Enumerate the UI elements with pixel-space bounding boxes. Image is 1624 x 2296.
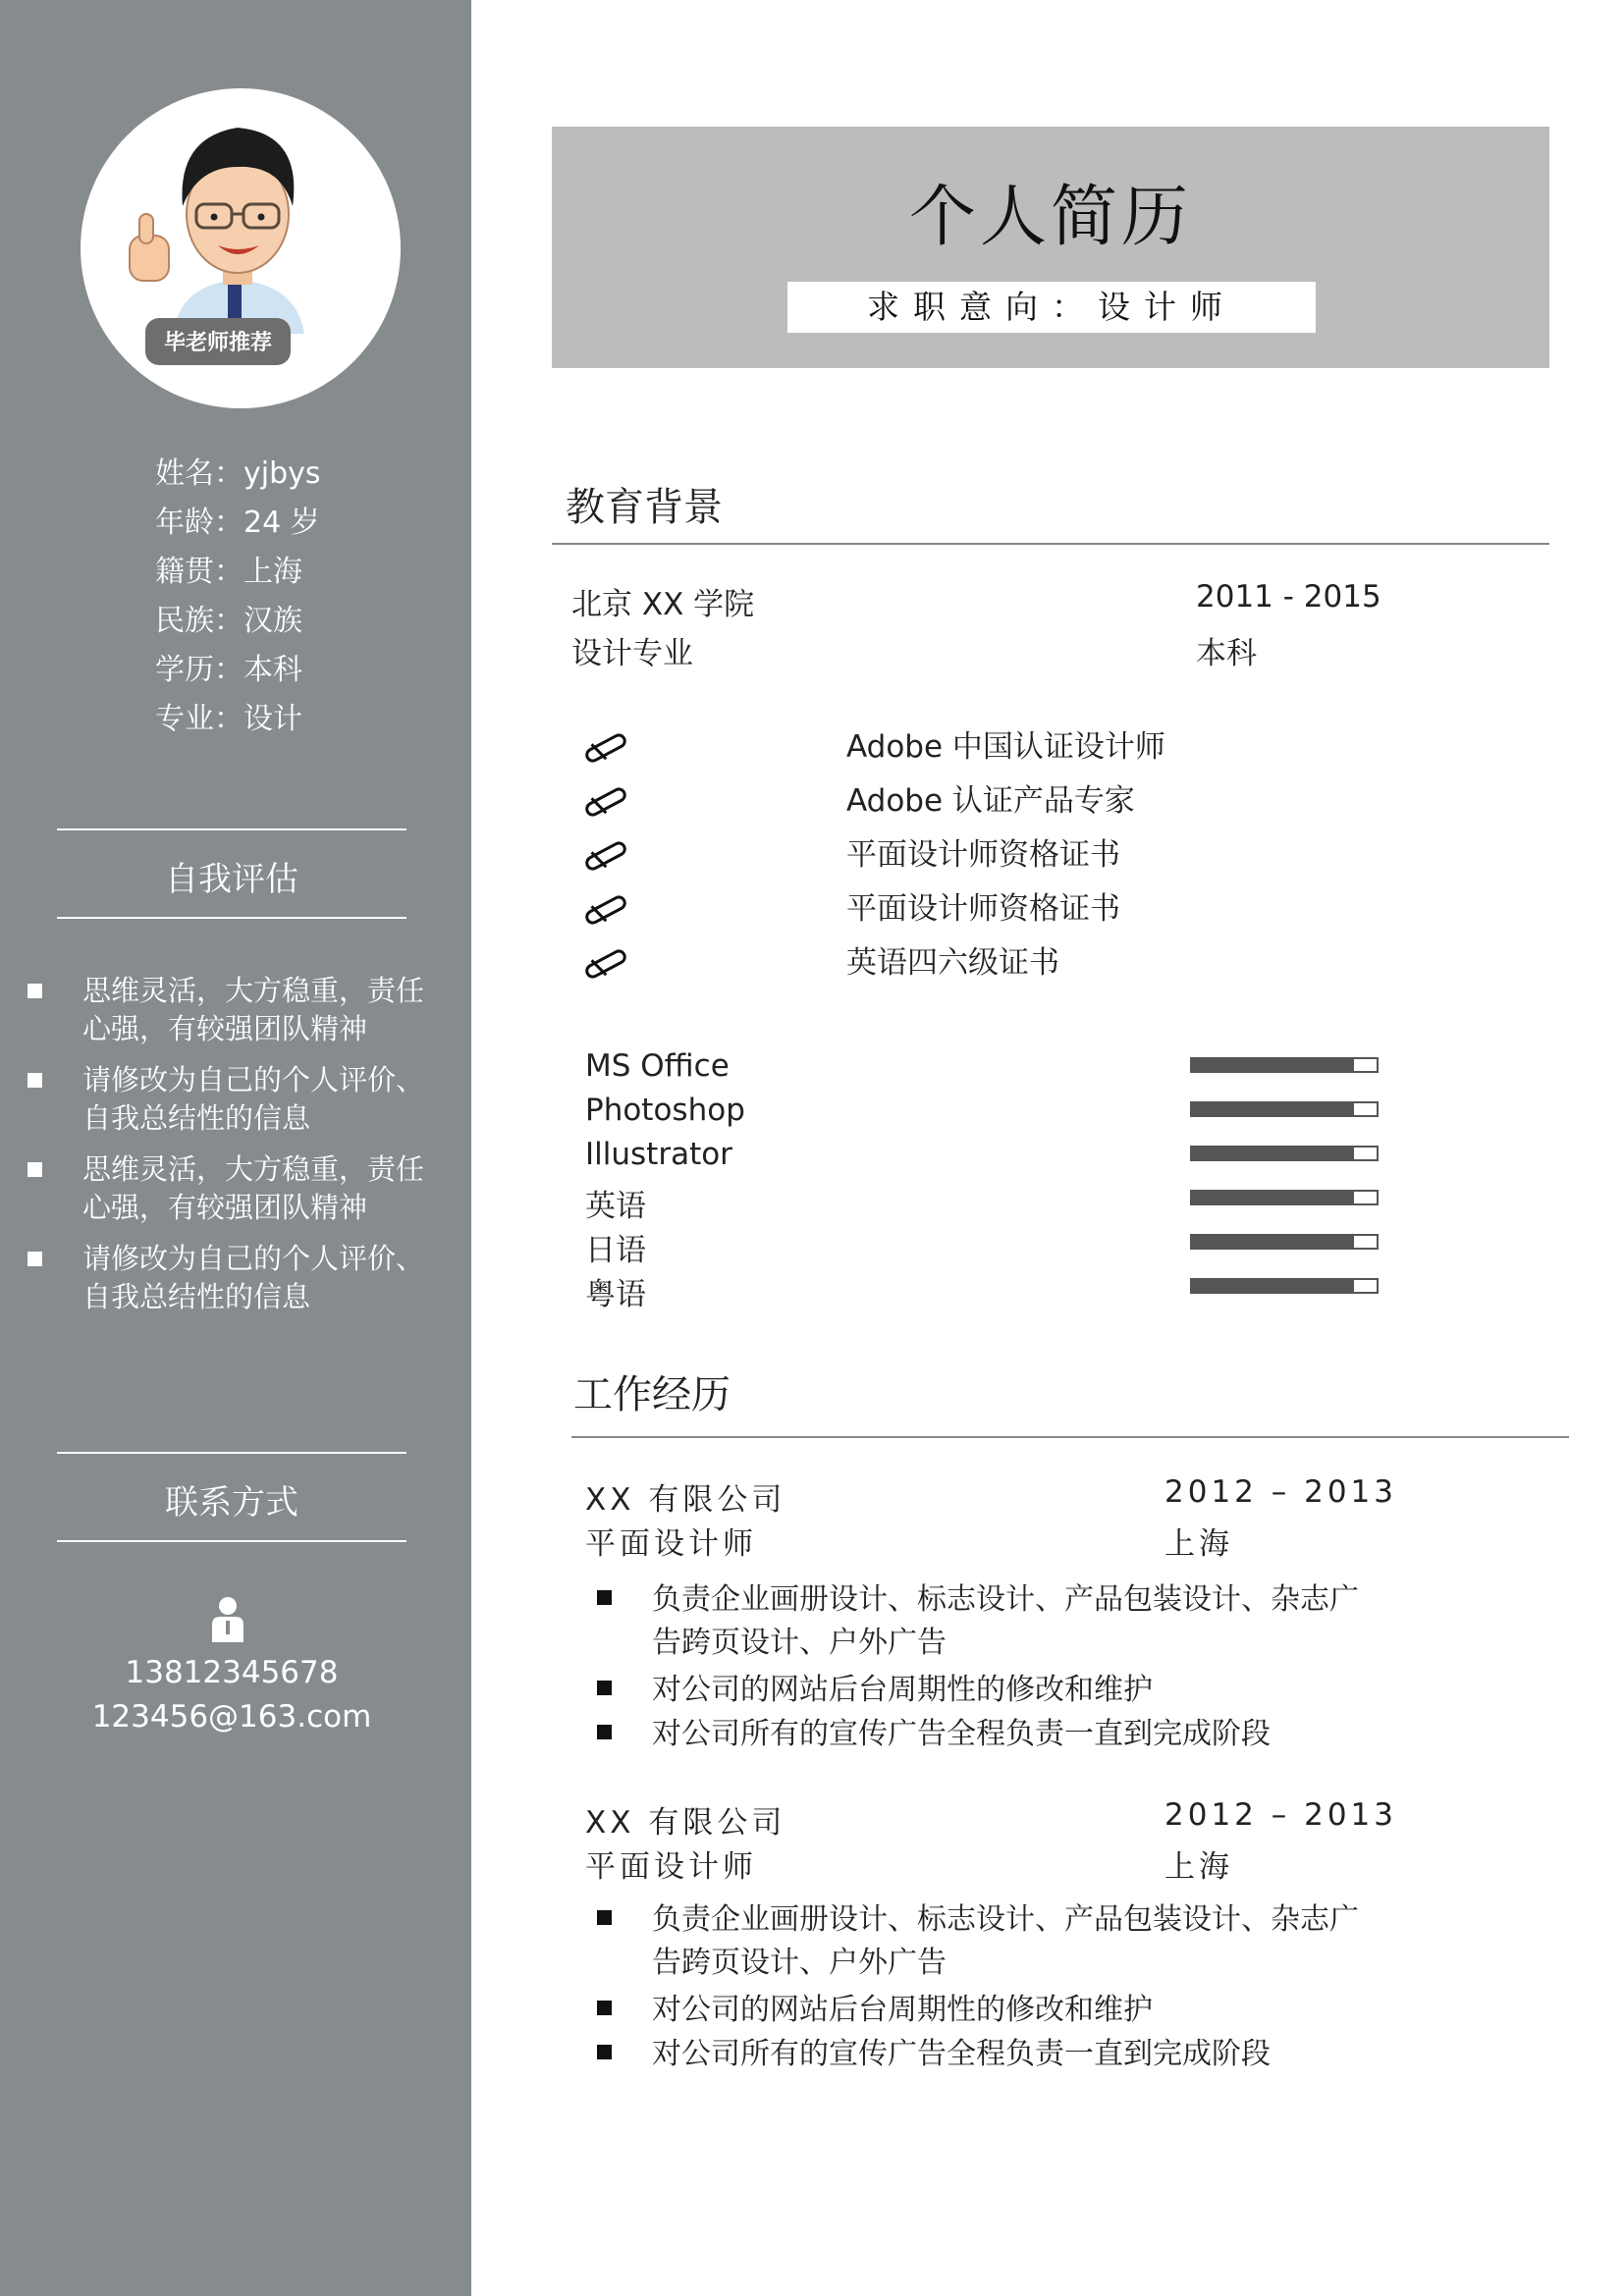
self-eval-text: 请修改为自己的个人评价、自我总结性的信息 (82, 1242, 425, 1313)
square-bullet-icon (597, 2001, 612, 2015)
certificate-item: 平面设计师资格证书 (846, 837, 1120, 873)
job-intent: 求职意向：设计师 (787, 282, 1316, 333)
skill-level-bar (1190, 1146, 1379, 1161)
self-eval-text: 请修改为自己的个人评价、自我总结性的信息 (82, 1063, 425, 1135)
duty-text: 负责企业画册设计、标志设计、产品包装设计、杂志广告跨页设计、户外广告 (652, 1902, 1359, 1980)
square-bullet-icon (27, 1252, 42, 1266)
education-years: 2011 - 2015 (1196, 579, 1381, 614)
diploma-icon (579, 890, 632, 930)
skill-name: 英语 (585, 1189, 646, 1224)
divider (57, 1452, 406, 1454)
major: 设计专业 (571, 636, 693, 671)
square-bullet-icon (597, 1725, 612, 1739)
skill-name: Illustrator (585, 1137, 732, 1172)
contact-heading: 联系方式 (165, 1483, 298, 1522)
skill-level-fill (1192, 1192, 1354, 1203)
square-bullet-icon (597, 2045, 612, 2059)
diploma-icon (579, 782, 632, 822)
degree: 本科 (1196, 636, 1257, 671)
duty-text: 负责企业画册设计、标志设计、产品包装设计、杂志广告跨页设计、户外广告 (652, 1582, 1359, 1660)
sidebar (0, 0, 471, 2296)
cartoon-teacher-illustration (81, 88, 401, 408)
avatar-badge-text: 毕老师推荐 (163, 331, 273, 355)
skill-level-bar (1190, 1101, 1379, 1117)
skill-level-fill (1192, 1059, 1354, 1071)
school-name: 北京 XX 学院 (571, 587, 755, 622)
divider (57, 1540, 406, 1542)
square-bullet-icon (27, 1073, 42, 1088)
self-eval-heading: 自我评估 (165, 860, 298, 899)
info-name: 姓名：yjbys (155, 456, 321, 491)
self-eval-text: 思维灵活，大方稳重，责任心强，有较强团队精神 (82, 1152, 425, 1224)
info-age: 年龄：24 岁 (155, 506, 320, 540)
diploma-icon (579, 944, 632, 984)
avatar (81, 88, 401, 408)
job-position: 平面设计师 (585, 1526, 757, 1562)
diploma-icon (579, 836, 632, 876)
skill-level-fill (1192, 1280, 1354, 1292)
square-bullet-icon (597, 1910, 612, 1925)
duty-text: 对公司所有的宣传广告全程负责一直到完成阶段 (652, 1717, 1271, 1751)
info-hometown: 籍贯：上海 (155, 555, 302, 589)
certificate-item: 平面设计师资格证书 (846, 891, 1120, 927)
skill-level-bar (1190, 1190, 1379, 1205)
skill-level-bar (1190, 1278, 1379, 1294)
phone-number: 13812345678 (125, 1655, 339, 1690)
diploma-icon (579, 728, 632, 768)
certificate-item: 英语四六级证书 (846, 945, 1059, 981)
certificate-item: Adobe 中国认证设计师 (846, 729, 1165, 765)
square-bullet-icon (27, 1162, 42, 1177)
person-icon (208, 1595, 247, 1644)
work-heading: 工作经历 (573, 1372, 731, 1417)
email-address: 123456@163.com (91, 1699, 372, 1735)
skill-level-bar (1190, 1057, 1379, 1073)
duty-text: 对公司的网站后台周期性的修改和维护 (652, 1673, 1153, 1707)
header-banner (552, 127, 1549, 368)
page-title: 个人简历 (908, 179, 1192, 256)
divider (57, 828, 406, 830)
job-city: 上海 (1164, 1526, 1233, 1562)
square-bullet-icon (27, 984, 42, 998)
skill-name: 日语 (585, 1233, 646, 1268)
info-major: 专业：设计 (155, 702, 302, 736)
job-years: 2012 – 2013 (1164, 1474, 1397, 1510)
square-bullet-icon (597, 1681, 612, 1695)
skill-level-fill (1192, 1103, 1354, 1115)
skill-level-fill (1192, 1148, 1354, 1159)
job-years: 2012 – 2013 (1164, 1797, 1397, 1833)
skill-name: MS Office (585, 1048, 730, 1084)
square-bullet-icon (597, 1590, 612, 1605)
job-city: 上海 (1164, 1849, 1233, 1885)
info-education: 学历：本科 (155, 653, 302, 687)
education-heading: 教育背景 (566, 485, 723, 530)
skill-name: 粤语 (585, 1277, 646, 1312)
section-divider (571, 1436, 1569, 1438)
certificate-item: Adobe 认证产品专家 (846, 783, 1135, 819)
info-ethnicity: 民族：汉族 (155, 604, 302, 638)
skill-name: Photoshop (585, 1093, 745, 1128)
skill-level-bar (1190, 1234, 1379, 1250)
self-eval-text: 思维灵活，大方稳重，责任心强，有较强团队精神 (82, 974, 425, 1045)
divider (57, 917, 406, 919)
duty-text: 对公司所有的宣传广告全程负责一直到完成阶段 (652, 2037, 1271, 2071)
duty-text: 对公司的网站后台周期性的修改和维护 (652, 1993, 1153, 2027)
job-position: 平面设计师 (585, 1849, 757, 1885)
company-name: XX 有限公司 (585, 1482, 786, 1518)
skill-level-fill (1192, 1236, 1354, 1248)
company-name: XX 有限公司 (585, 1805, 786, 1841)
section-divider (552, 543, 1549, 545)
